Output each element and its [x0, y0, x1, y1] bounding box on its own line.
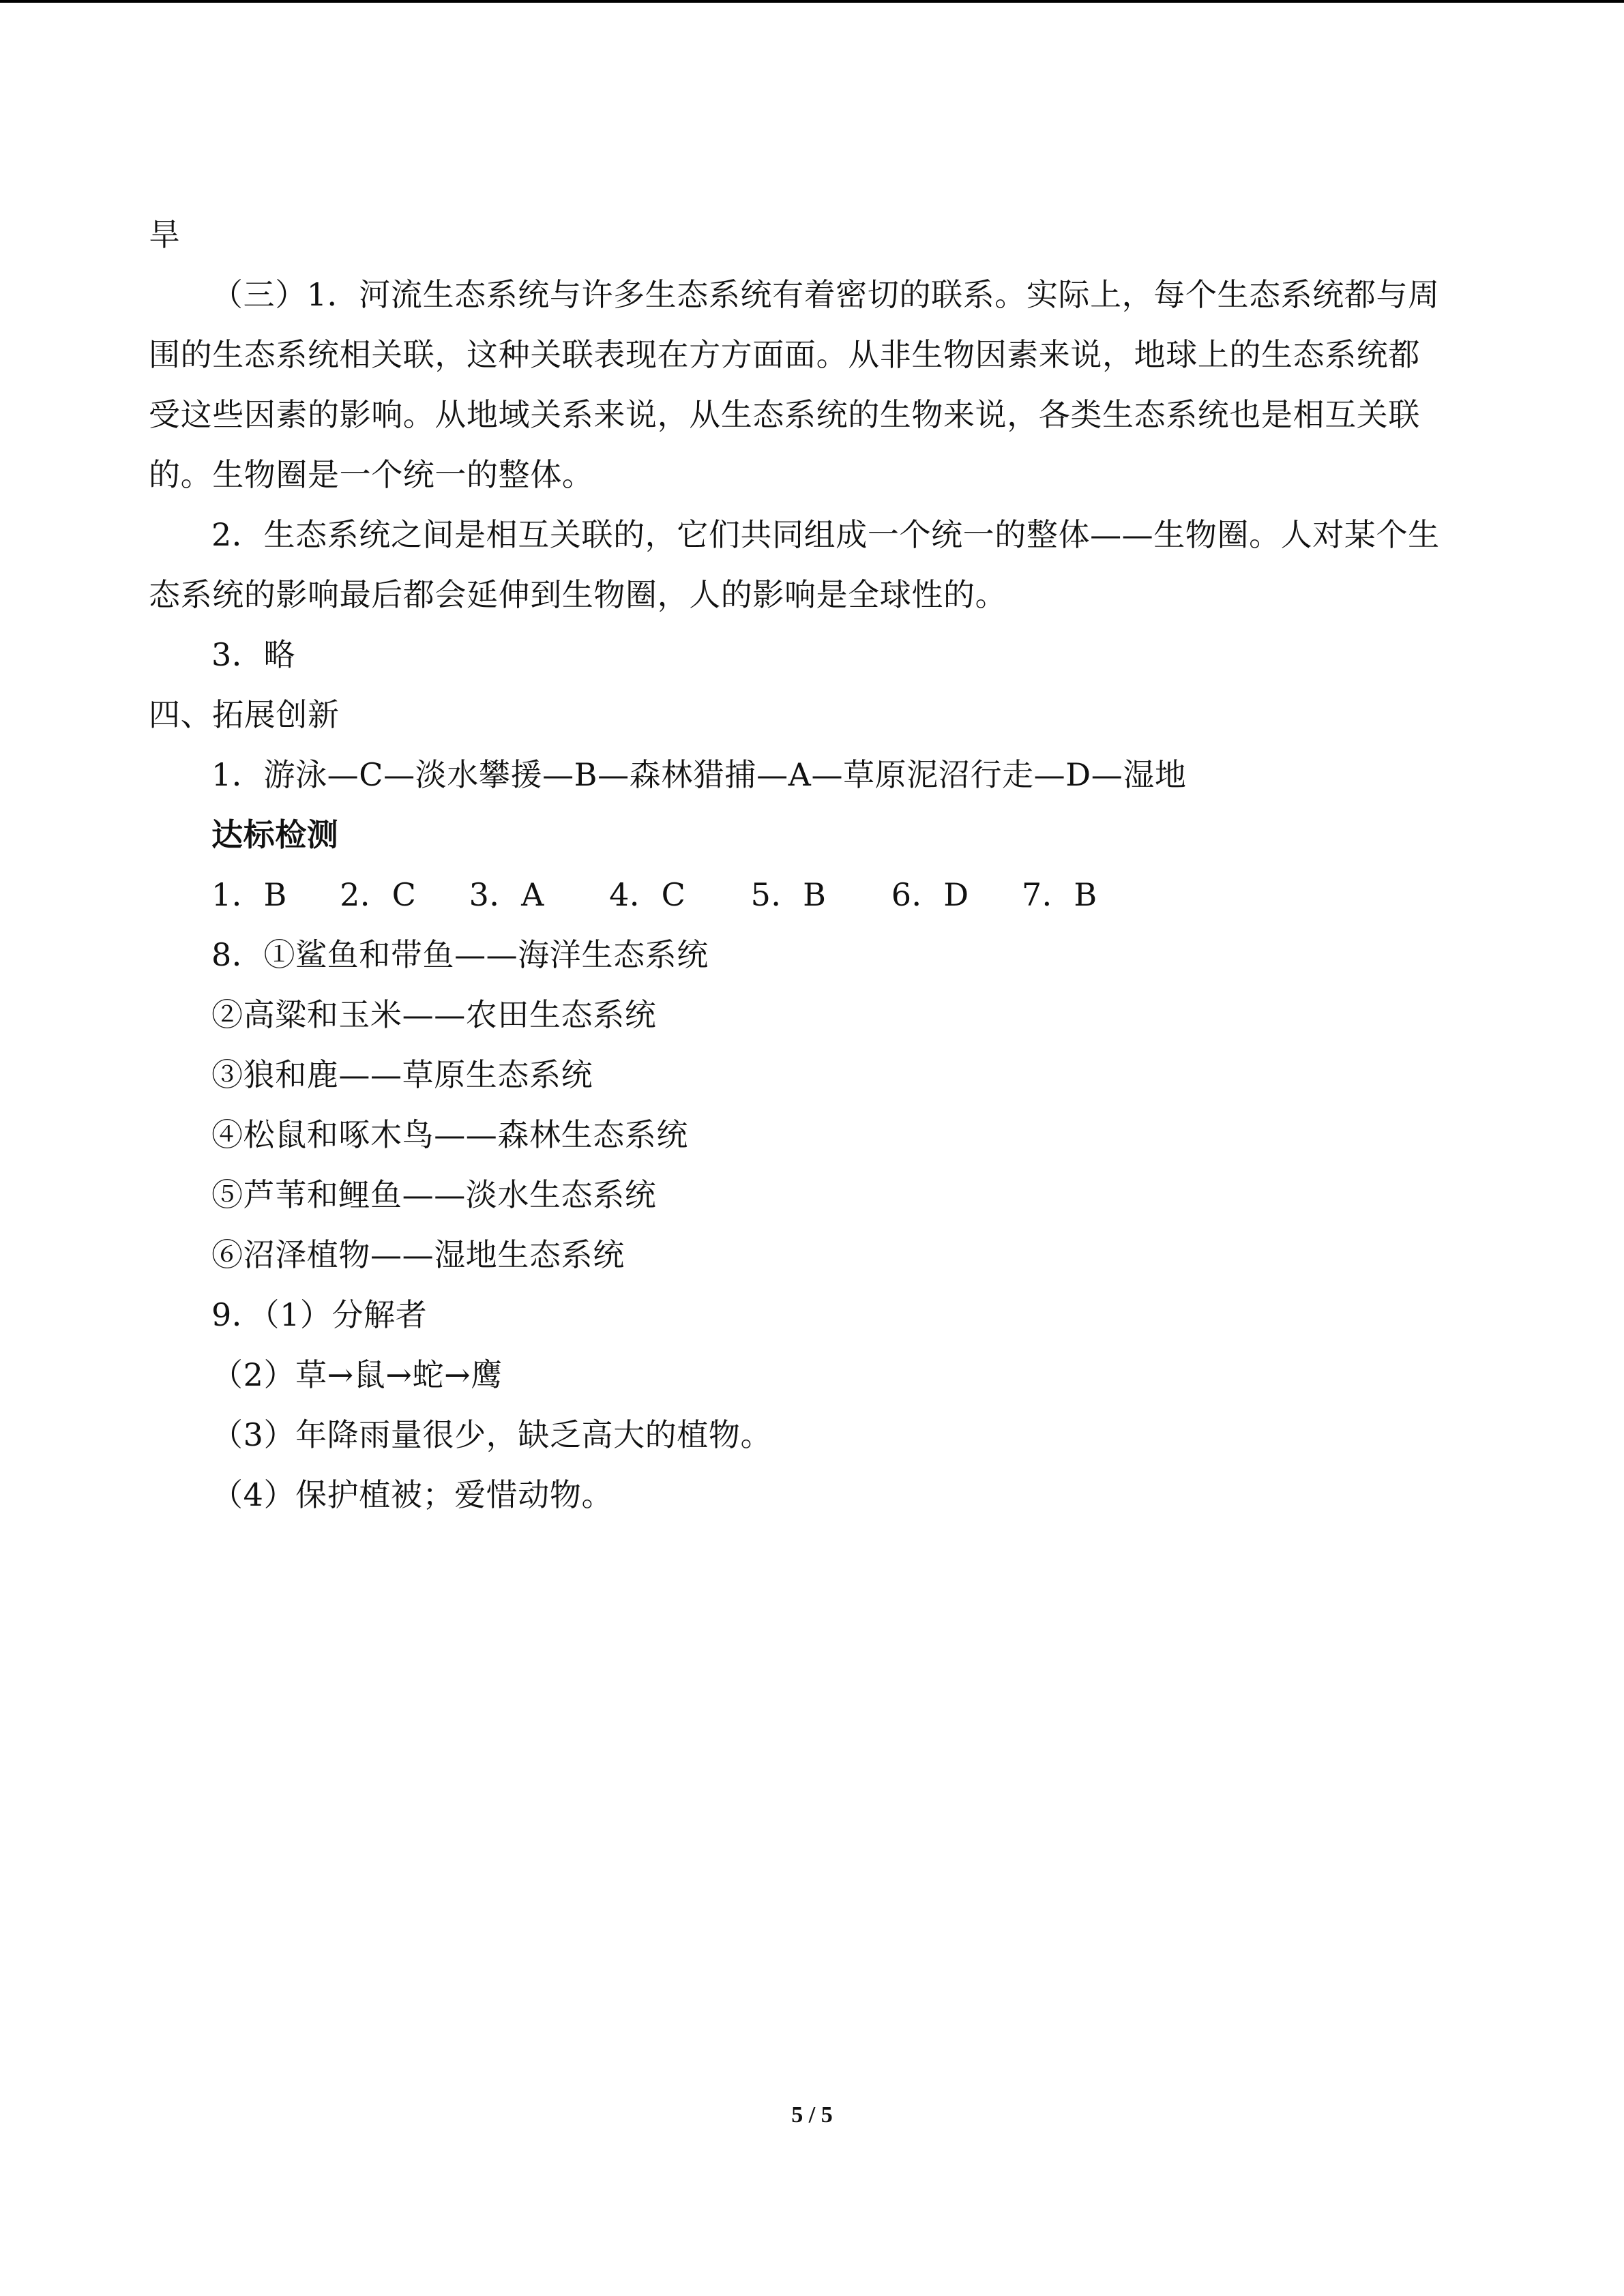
section-title-extension: 四、拓展创新 — [149, 696, 340, 733]
paragraph-line: 1．游泳—C—淡水攀援—B—森林猎捕—A—草原泥沼行走—D—湿地 — [211, 756, 1187, 793]
q8-item: ③狼和鹿——草原生态系统 — [211, 1056, 593, 1093]
paragraph-line: 3．略 — [211, 636, 296, 673]
q9-item: （2）草→鼠→蛇→鹰 — [211, 1356, 503, 1393]
q8-item: ⑤芦苇和鲤鱼——淡水生态系统 — [211, 1176, 657, 1213]
choice-answer: 5．B — [750, 876, 827, 913]
q9-item: （4）保护植被；爱惜动物。 — [211, 1476, 614, 1513]
q9-lead: 9．（1）分解者 — [211, 1296, 428, 1333]
paragraph-line: 的。生物圈是一个统一的整体。 — [149, 456, 594, 493]
q8-item: ②高粱和玉米——农田生态系统 — [211, 996, 657, 1033]
paragraph-line: 受这些因素的影响。从地域关系来说，从生态系统的生物来说，各类生态系统也是相互关联 — [149, 396, 1420, 433]
q9-item: （3）年降雨量很少，缺乏高大的植物。 — [211, 1416, 773, 1453]
choice-answer: 7．B — [1021, 876, 1097, 913]
choice-answer: 1．B — [211, 876, 287, 913]
choice-answer: 6．D — [891, 876, 969, 913]
choice-answer: 2．C — [340, 876, 417, 913]
paragraph-line: 旱 — [149, 216, 181, 253]
q8-item: ④松鼠和啄木鸟——森林生态系统 — [211, 1116, 688, 1153]
paragraph-line: （三）1．河流生态系统与许多生态系统有着密切的联系。实际上，每个生态系统都与周 — [211, 276, 1440, 313]
top-border-line — [0, 0, 1624, 3]
paragraph-line: 2．生态系统之间是相互关联的，它们共同组成一个统一的整体——生物圈。人对某个生 — [211, 516, 1440, 553]
page-number: 5 / 5 — [791, 2102, 833, 2128]
q8-lead: 8．①鲨鱼和带鱼——海洋生态系统 — [211, 936, 709, 973]
paragraph-line: 围的生态系统相关联，这种关联表现在方方面面。从非生物因素来说，地球上的生态系统都 — [149, 336, 1420, 373]
document-body — [149, 205, 1475, 1525]
paragraph-line: 态系统的影响最后都会延伸到生物圈，人的影响是全球性的。 — [149, 576, 1007, 613]
section-heading: 达标检测 — [211, 816, 339, 853]
choice-answer: 3．A — [469, 876, 544, 913]
q8-item: ⑥沼泽植物——湿地生态系统 — [211, 1236, 625, 1273]
choice-answers-row — [149, 865, 1475, 925]
choice-answer: 4．C — [609, 876, 686, 913]
